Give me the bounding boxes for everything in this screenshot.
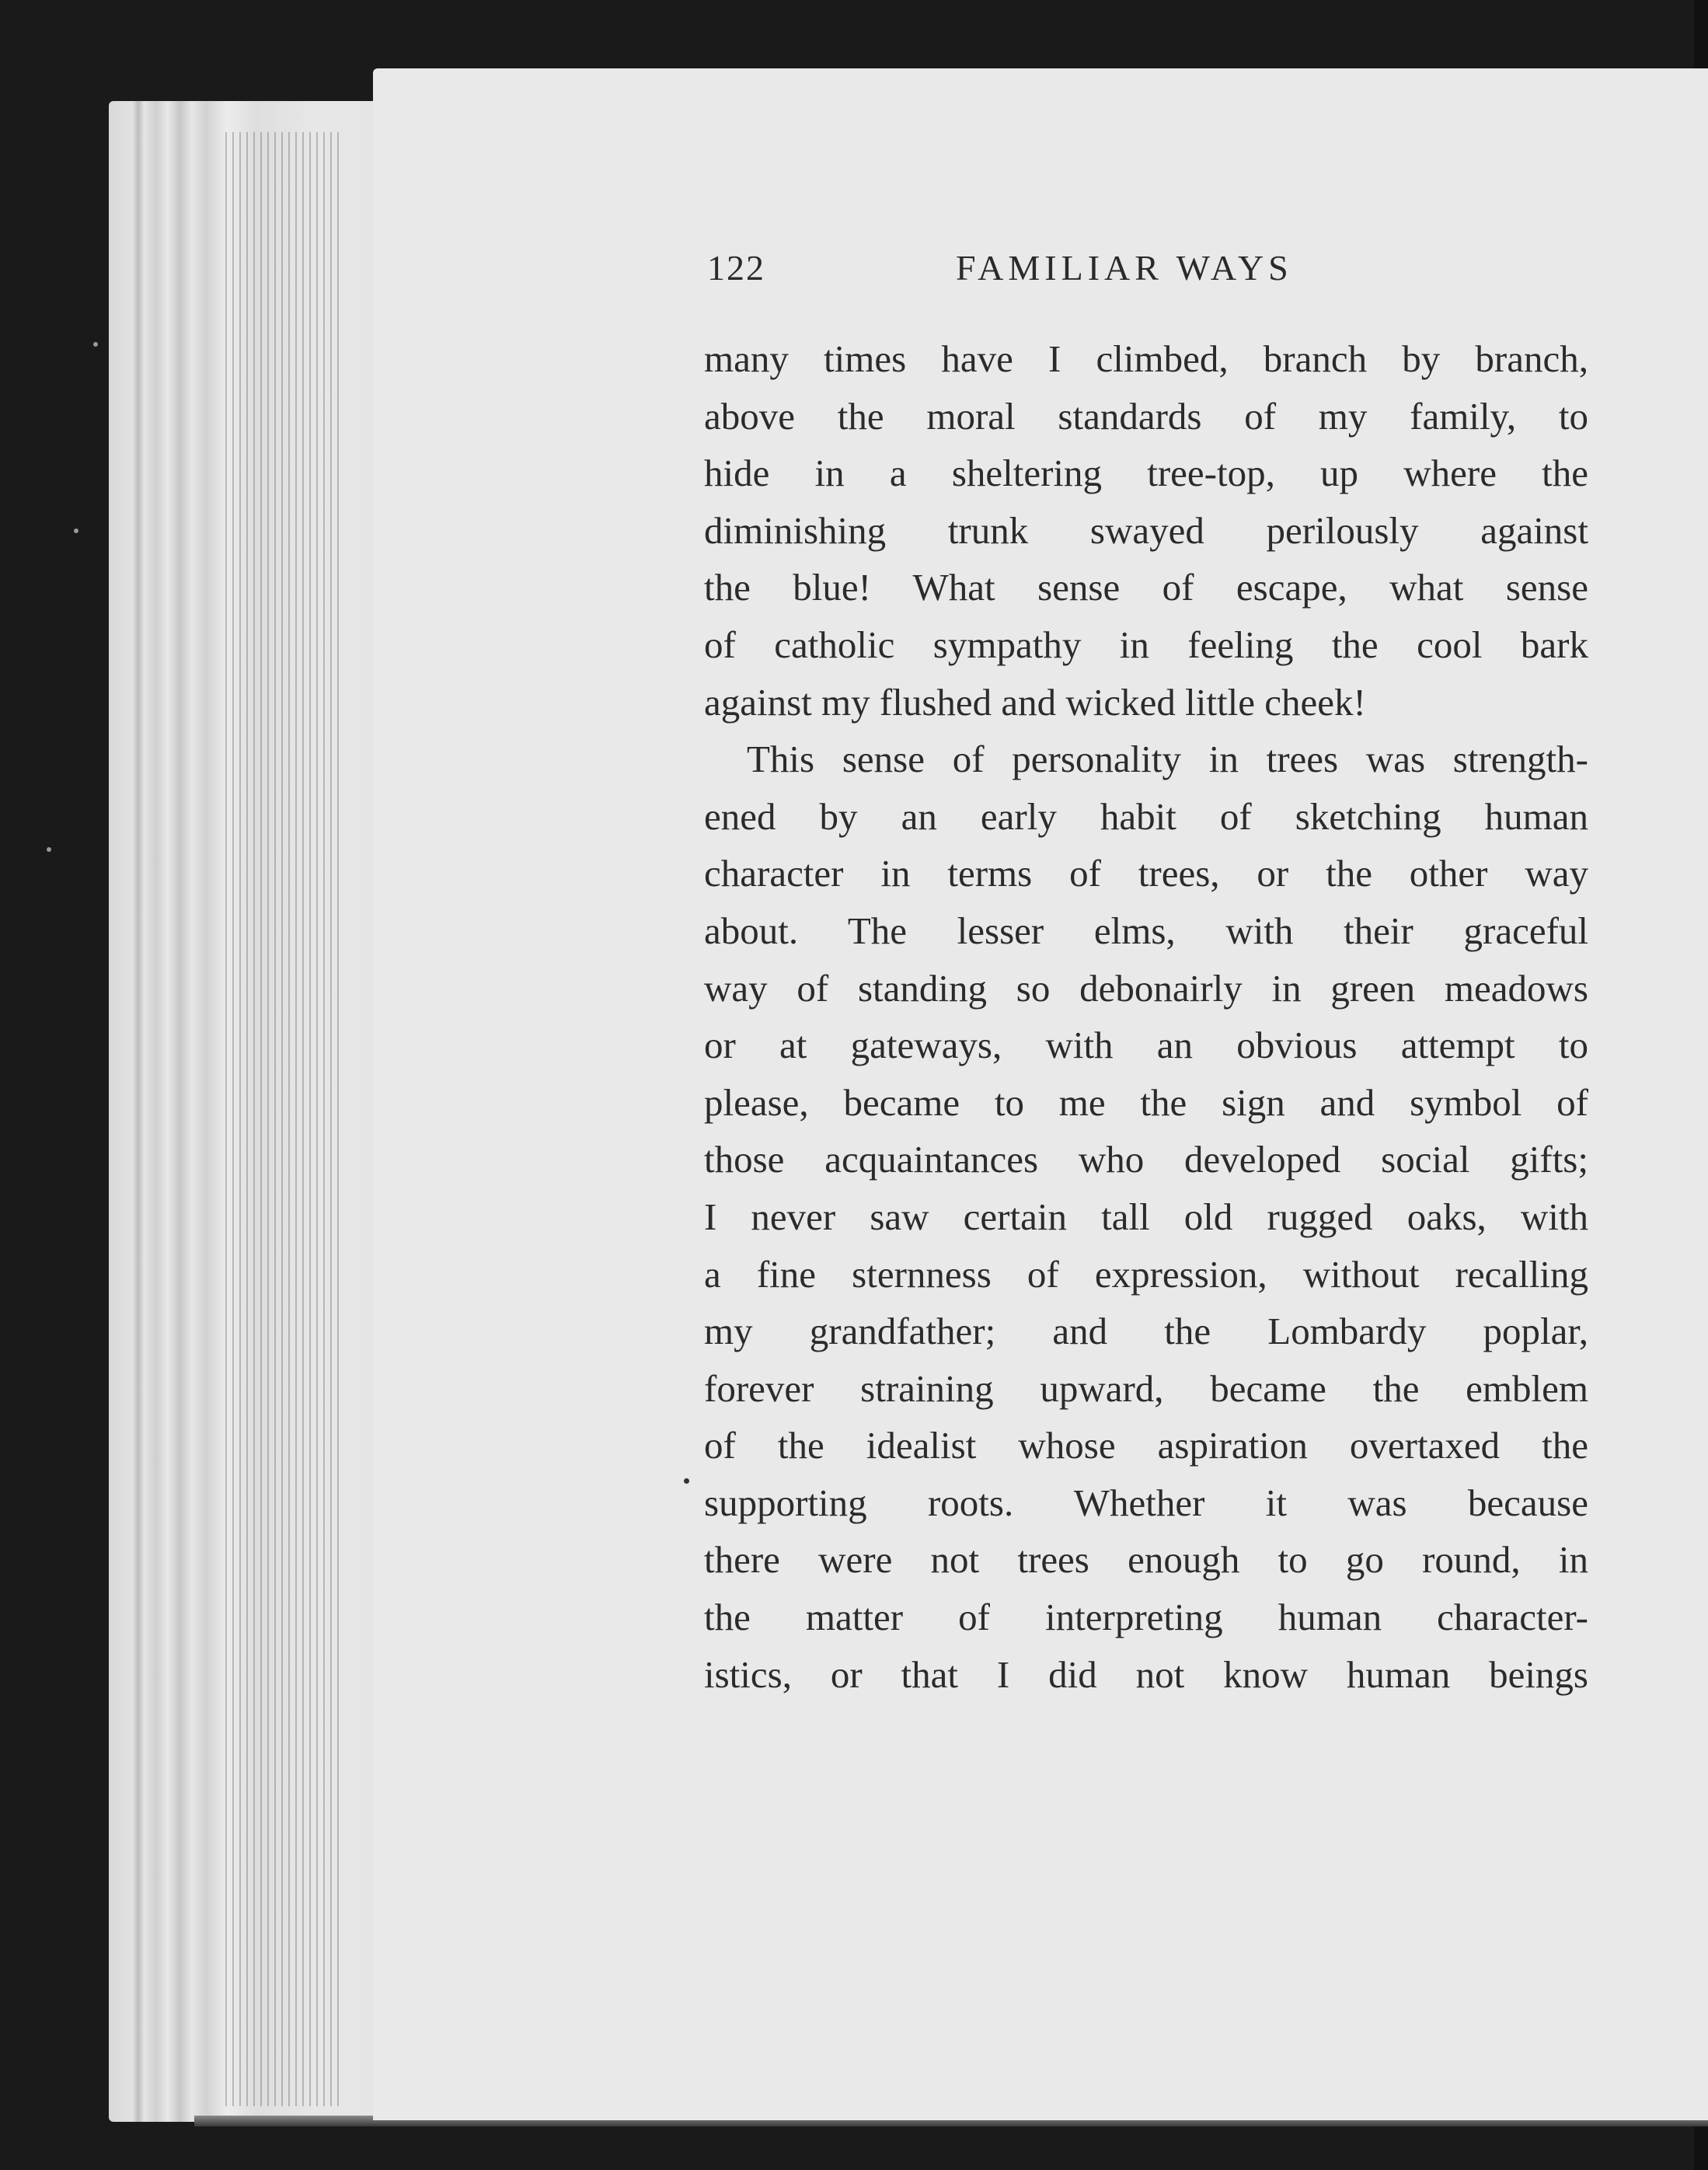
text-line: about. The lesser elms, with their graceful xyxy=(704,909,1588,952)
text-line: the matter of interpreting human character- xyxy=(704,1596,1588,1639)
text-line: supporting roots. Whether it was because xyxy=(704,1481,1588,1524)
text-line: I never saw certain tall old rugged oaks, with xyxy=(704,1195,1588,1238)
paragraph xyxy=(704,330,1588,731)
running-head xyxy=(707,247,1585,302)
text-line: This sense of personality in trees was strength- xyxy=(747,738,1588,781)
text-line: those acquaintances who developed social gifts; xyxy=(704,1138,1588,1181)
text-line: please, became to me the sign and symbol of xyxy=(704,1080,1588,1124)
dust-speck xyxy=(93,342,98,347)
text-line: forever straining upward, became the emblem xyxy=(704,1366,1588,1410)
dust-speck xyxy=(74,529,78,533)
text-line: ened by an early habit of sketching human xyxy=(704,794,1588,838)
text-line: above the moral standards of my family, to xyxy=(704,394,1588,438)
body-text xyxy=(704,330,1588,1703)
page-edge-lines xyxy=(225,132,342,2106)
text-line: diminishing trunk swayed perilously against xyxy=(704,508,1588,552)
text-line: there were not trees enough to go round, in xyxy=(704,1538,1588,1582)
paragraph xyxy=(704,731,1588,1703)
text-line: hide in a sheltering tree-top, up where the xyxy=(704,452,1588,495)
book-title: FAMILIAR WAYS xyxy=(956,248,1293,288)
text-line: or at gateways, with an obvious attempt to xyxy=(704,1024,1588,1067)
text-line: character in terms of trees, or the other way xyxy=(704,852,1588,895)
text-line: of catholic sympathy in feeling the cool bark xyxy=(704,623,1588,666)
text-line: against my flushed and wicked little cheek! xyxy=(704,680,1366,724)
text-line: istics, or that I did not know human beings xyxy=(704,1652,1588,1696)
text-line: many times have I climbed, branch by branch, xyxy=(704,337,1588,380)
page-number: 122 xyxy=(707,248,765,288)
dust-speck xyxy=(47,847,51,852)
text-line: of the idealist whose aspiration overtaxed the xyxy=(704,1424,1588,1467)
text-line: a fine sternness of expression, without recalling xyxy=(704,1252,1588,1296)
book-page-edges xyxy=(109,101,404,2122)
text-line: my grandfather; and the Lombardy poplar, xyxy=(704,1310,1588,1353)
text-line: the blue! What sense of escape, what sense xyxy=(704,566,1588,609)
ink-dot xyxy=(684,1478,689,1484)
text-line: way of standing so debonairly in green meadows xyxy=(704,966,1588,1010)
